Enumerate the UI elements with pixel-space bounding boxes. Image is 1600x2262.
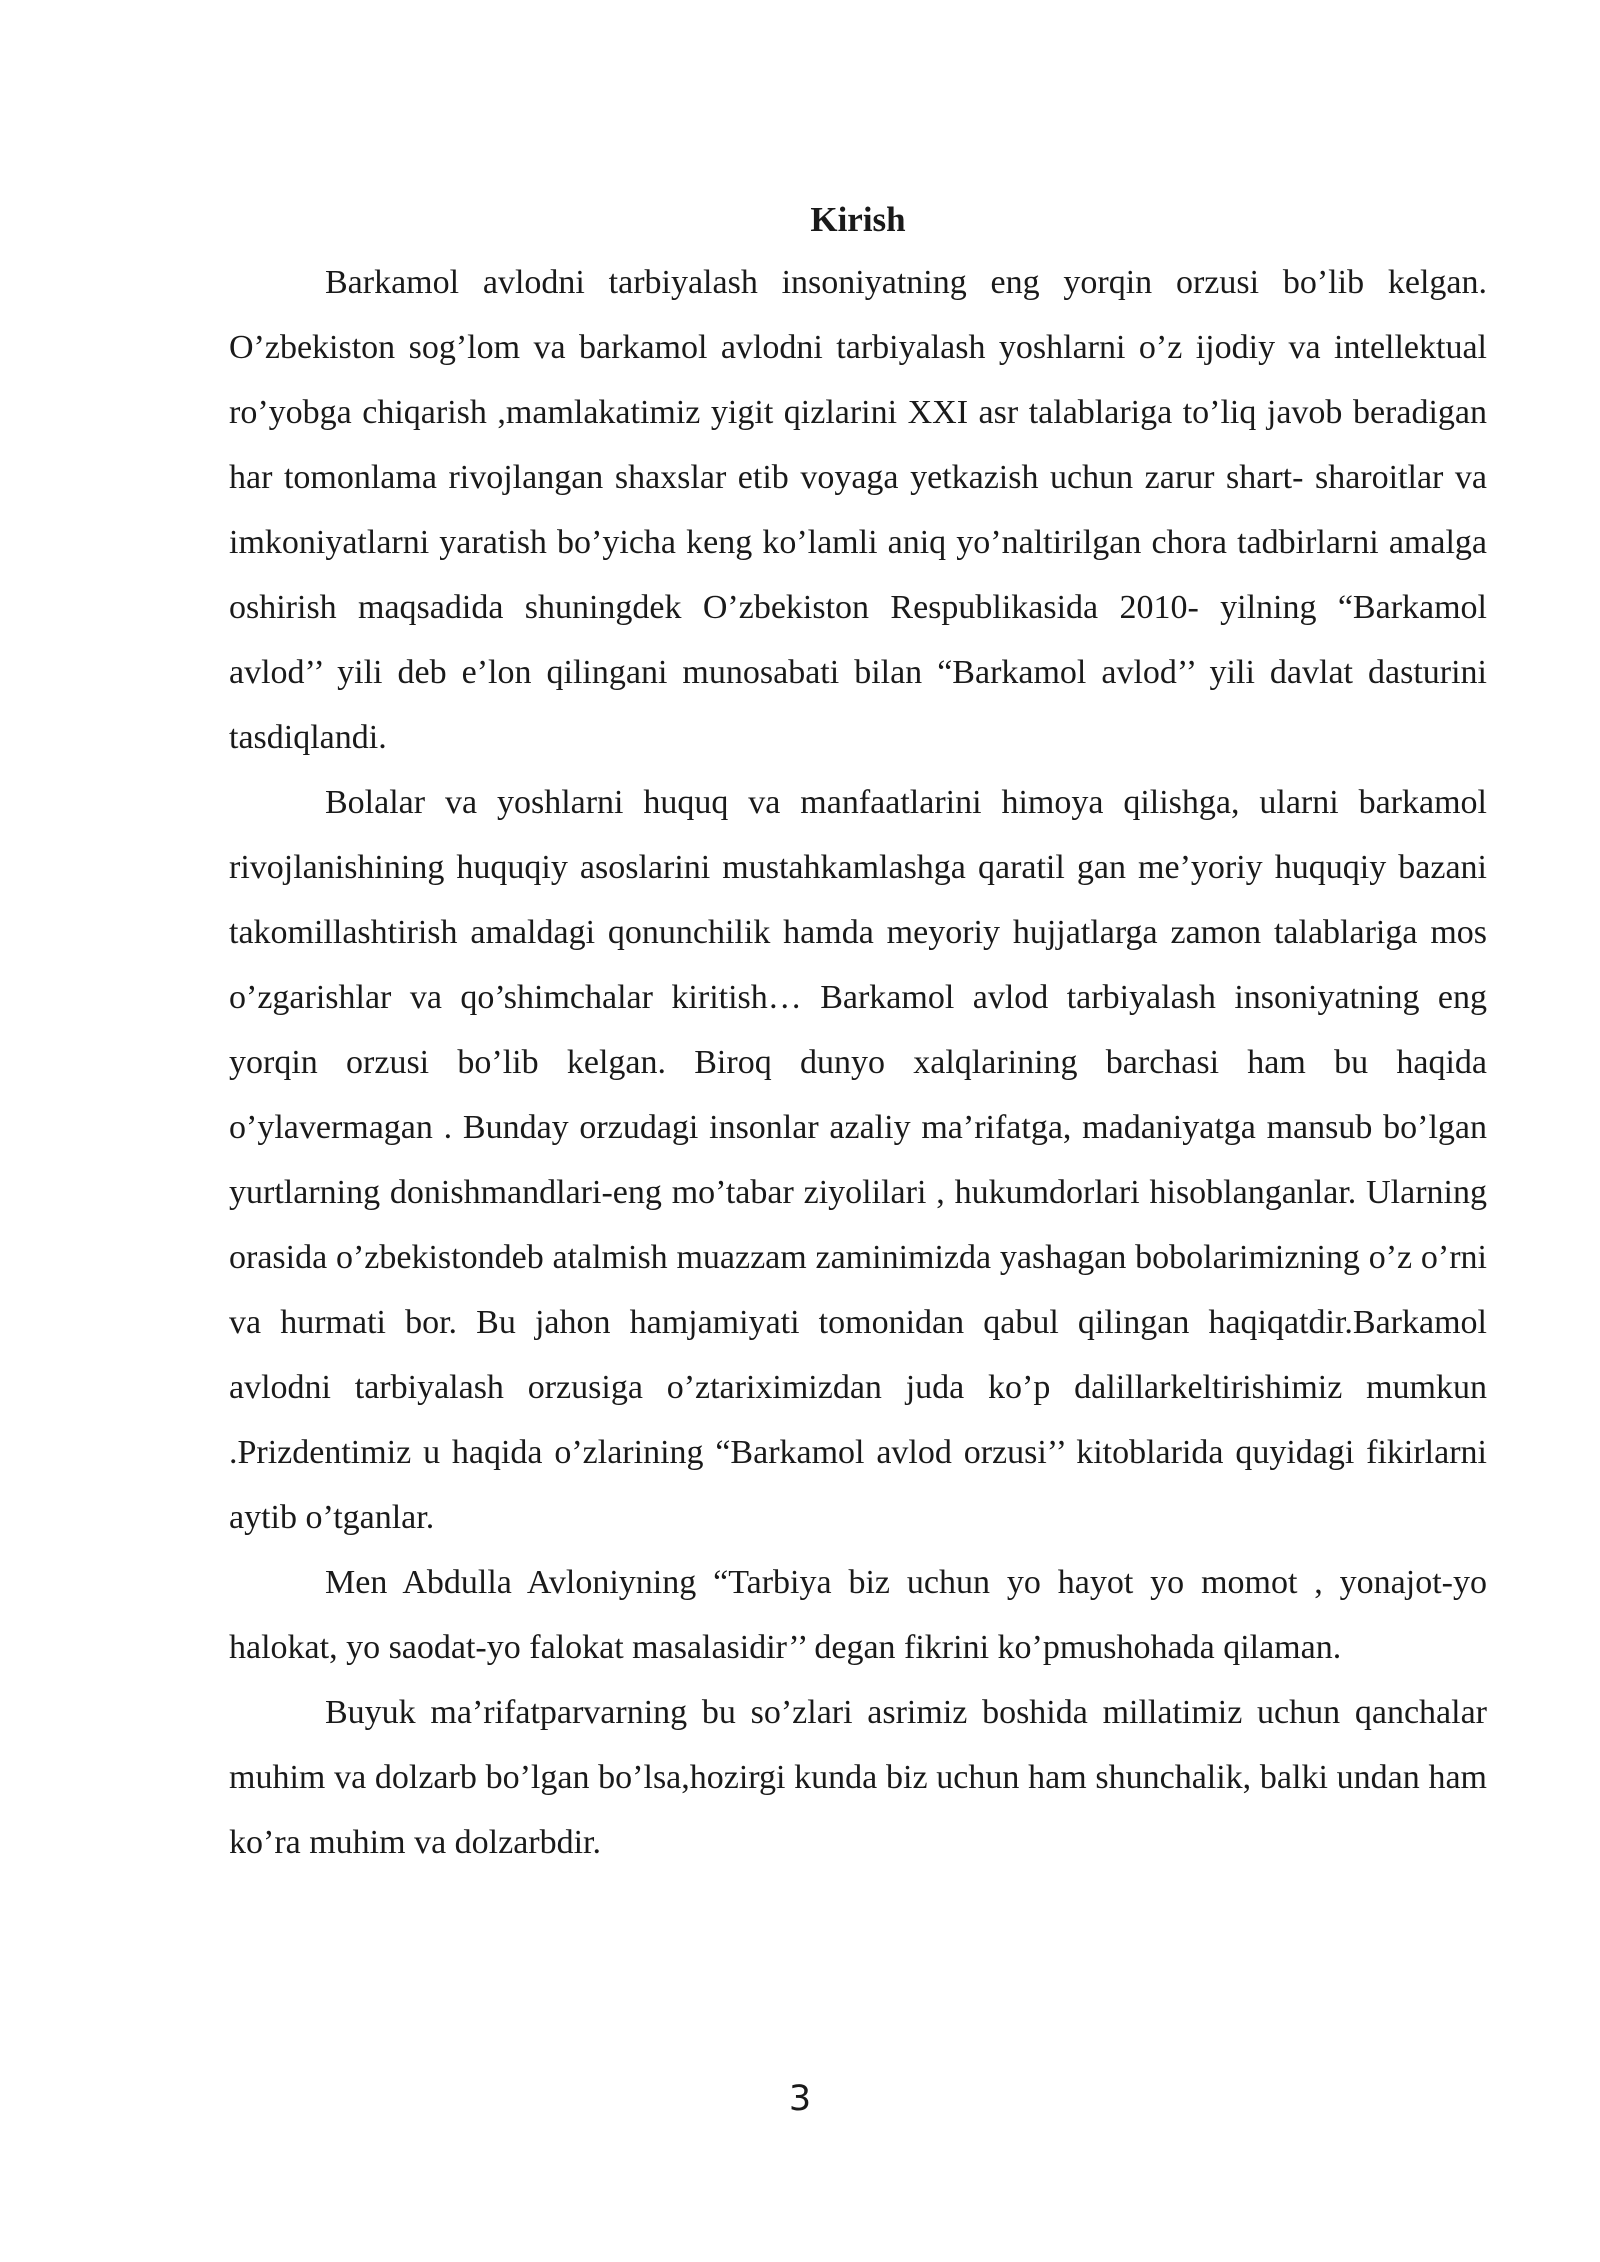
paragraph-1: Barkamol avlodni tarbiyalash insoniyatning eng yorqin orzusi bo’lib kelgan. O’zbekiston sog’lom va barkamol avlodni tarbiyalash yoshlarni o’z ijodiy va intellektual ro’yobga chiqarish ,mamlakatimiz yigit qizlarini XXI asr talablariga to’liq javob beradigan har tomonlama rivojlangan shaxslar etib voyaga yetkazish uchun zarur shart- sharoitlar va imkoniyatlarni yaratish bo’yicha keng ko’lamli aniq yo’naltirilgan chora tadbirlarni amalga oshirish maqsadida shuningdek O’zbekiston Respublikasida 2010- yilning “Barkamol avlod’’ yili deb e’lon qilingani munosabati bilan “Barkamol avlod’’ yili davlat dasturini tasdiqlandi.	[229, 264, 1487, 756]
paragraph-2: Bolalar va yoshlarni huquq va manfaatlarini himoya qilishga, ularni barkamol rivojlanishining huquqiy asoslarini mustahkamlashga qaratil gan me’yoriy huquqiy bazani takomillashtirish amaldagi qonunchilik hamda meyoriy hujjatlarga zamon talablariga mos o’zgarishlar va qo’shimchalar kiritish… Barkamol avlod tarbiyalash insoniyatning eng yorqin orzusi bo’lib kelgan. Biroq dunyo xalqlarining barchasi ham bu haqida o’ylavermagan . Bunday orzudagi insonlar azaliy ma’rifatga, madaniyatga mansub bo’lgan yurtlarning donishmandlari-eng mo’tabar ziyolilari , hukumdorlari hisoblanganlar. Ularning orasida o’zbekistondeb atalmish muazzam zaminimizda yashagan bobolarimizning o’z o’rni va hurmati bor. Bu jahon hamjamiyati tomonidan qabul qilingan haqiqatdir.Barkamol avlodni tarbiyalash orzusiga o’ztariximizdan juda ko’p dalillarkeltirishimiz mumkun .Prizdentimiz u haqida o’zlarining “Barkamol avlod orzusi’’ kitoblarida quyidagi fikirlarni aytib o’tganlar.	[229, 784, 1487, 1536]
paragraph-3: Men Abdulla Avloniyning “Tarbiya biz uchun yo hayot yo momot , yonajot-yo halokat, yo saodat-yo falokat masalasidir’’ degan fikrini ko’pmushohada qilaman.	[229, 1564, 1487, 1666]
document-body	[229, 192, 1487, 1875]
paragraph-4: Buyuk ma’rifatparvarning bu so’zlari asrimiz boshida millatimiz uchun qanchalar muhim va dolzarb bo’lgan bo’lsa,hozirgi kunda biz uchun ham shunchalik, balki undan ham ko’ra muhim va dolzarbdir.	[229, 1694, 1487, 1861]
section-title: Kirish	[810, 200, 906, 239]
page-number: 3	[788, 2079, 812, 2119]
